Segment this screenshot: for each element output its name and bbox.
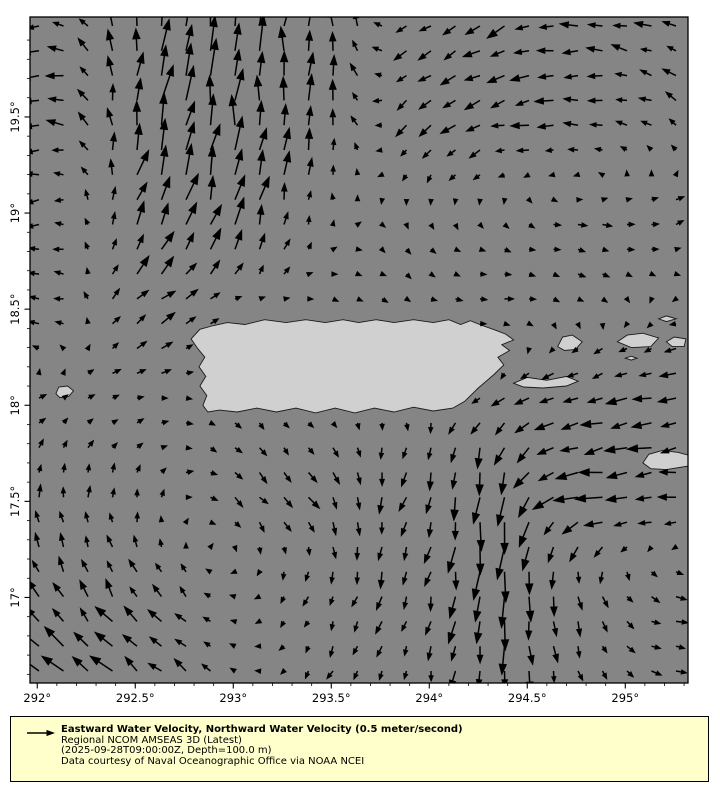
y-tick-label: 19° [8,202,22,224]
reference-arrow-icon [26,727,58,739]
legend-box [10,716,709,782]
legend-credit-line: Data courtesy of Naval Oceanographic Office via NOAA NCEI [61,755,365,767]
legend-text-block [61,725,702,767]
y-tick-label: 17° [8,587,22,608]
legend-title: Eastward Water Velocity, Northward Water Velocity (0.5 meter/second) [61,724,463,735]
legend-time-depth-line: (2025-09-28T09:00:00Z, Depth=100.0 m) [61,745,272,756]
legend-model-line: Regional NCOM AMSEAS 3D (Latest) [61,734,242,746]
y-tick-label: 18° [8,395,22,416]
x-tick-label: 295° [611,691,640,705]
x-tick-label: 292° [23,691,52,705]
x-tick-label: 293° [219,691,248,705]
island-tortola [692,324,714,333]
y-tick-label: 19.5° [8,101,22,133]
x-tick-label: 293.5° [311,691,351,705]
x-tick-label: 294.5° [507,691,547,705]
x-tick-label: 294° [415,691,444,705]
island-puerto-rico [191,320,513,413]
y-tick-label: 17.5° [8,485,22,518]
x-tick-label: 292.5° [115,691,155,705]
y-tick-label: 18.5° [8,293,22,325]
